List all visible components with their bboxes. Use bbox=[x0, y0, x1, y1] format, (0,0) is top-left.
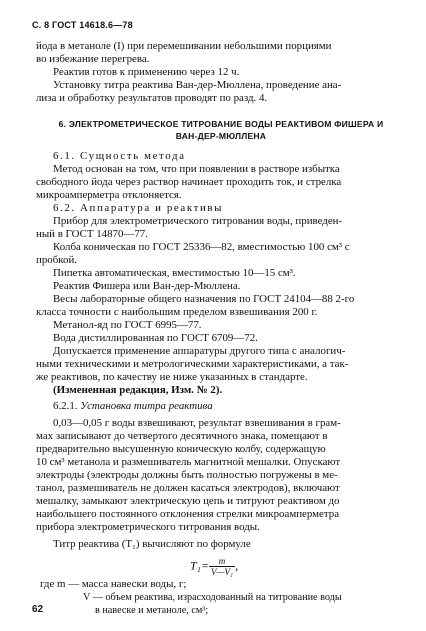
text-line: Колба коническая по ГОСТ 25336—82, вместимостью 100 см³ с bbox=[53, 241, 350, 253]
text-line: наибольшего постоянного отклонения стрелки микроамперметра bbox=[36, 508, 340, 520]
text-line: Реактив Фишера или Ван-дер-Мюллена. bbox=[53, 280, 241, 292]
section-title: ВАН-ДЕР-МЮЛЛЕНА bbox=[175, 131, 267, 141]
formula-tail: , bbox=[235, 558, 239, 573]
text-line: 0,03—0,05 г воды взвешивают, результат взвешивания в грам- bbox=[53, 417, 341, 429]
text-line: во избежание перегрева. bbox=[36, 53, 150, 65]
variable-definition: в навеске и метаноле, см³; bbox=[95, 605, 209, 616]
text-line: Допускается применение аппаратуры другого типа с аналогич- bbox=[53, 345, 346, 357]
formula-numerator: m bbox=[209, 556, 235, 567]
text-line: мах записывают до четвертого десятичного знака, помещают в bbox=[36, 430, 328, 442]
page-number: 62 bbox=[32, 604, 44, 615]
subsection-title: 6.1. Сущность метода bbox=[53, 150, 186, 162]
section-title: 6. ЭЛЕКТРОМЕТРИЧЕСКОЕ ТИТРОВАНИЕ ВОДЫ РЕАКТИВОМ ФИШЕРА И bbox=[58, 119, 384, 129]
subsection-heading bbox=[53, 400, 213, 413]
text-line: Метод основан на том, что при появлении в растворе избытка bbox=[53, 163, 340, 175]
text-line: свободного йода через раствор начинает проходить ток, и стрелка bbox=[36, 176, 342, 188]
variable-definition: где m — масса навески воды, г; bbox=[40, 578, 187, 590]
subsection-title: 6.2. Аппаратура и реактивы bbox=[53, 202, 224, 214]
text-line: ными техническими и метрологическими характеристиками, а так- bbox=[36, 358, 349, 370]
text-line: Вода дистиллированная по ГОСТ 6709—72. bbox=[53, 332, 258, 344]
text-line: класса точности с наибольшим пределом взвешивания 200 г. bbox=[36, 306, 318, 318]
text-line: танол, размешиватель не должен касаться электродов), включают bbox=[36, 482, 340, 494]
text-line: Установку титра реактива Ван-дер-Мюллена, проведение ана- bbox=[53, 79, 342, 91]
text-line: прибора электрометрического титрования воды. bbox=[36, 521, 260, 533]
text-line: микроамперметра отклоняется. bbox=[36, 189, 182, 201]
subsection-number: 6.2.1. bbox=[53, 400, 78, 412]
text-line: Реактив готов к применению через 12 ч. bbox=[53, 66, 240, 78]
text-line: мешалку, замыкают электрическую цепь и титруют реактивом до bbox=[36, 495, 340, 507]
text-line: предварительно высушенную коническую колбу, содержащую bbox=[36, 443, 326, 455]
subsection-title: Установка титра реактива bbox=[80, 400, 213, 412]
formula-lhs: T₁= bbox=[190, 558, 209, 573]
text-line: лиза и обработку результатов проводят по разд. 4. bbox=[36, 92, 268, 104]
variable-definition: V — объем реактива, израсходованный на титрование воды bbox=[83, 592, 342, 603]
text-line: йода в метаноле (I) при перемешивании небольшими порциями bbox=[36, 40, 332, 52]
titer-formula bbox=[190, 556, 238, 577]
formula-denominator: V—V₁ bbox=[210, 567, 234, 577]
text-line: ный в ГОСТ 14870—77. bbox=[36, 228, 148, 240]
text-line: Прибор для электрометрического титрования воды, приведен- bbox=[53, 215, 343, 227]
amendment-note: (Измененная редакция, Изм. № 2). bbox=[53, 384, 223, 396]
text-line: Пипетка автоматическая, вместимостью 10—15 см³. bbox=[53, 267, 296, 279]
text-line: 10 см³ метанола и размешиватель магнитной мешалки. Опускают bbox=[36, 456, 341, 468]
text-line: же реактивов, по качеству не ниже указанных в стандарте. bbox=[36, 371, 308, 383]
text-line: пробкой. bbox=[36, 254, 77, 266]
text-line: электроды (электроды должны быть полностью погружены в ме- bbox=[36, 469, 338, 481]
formula-fraction bbox=[209, 556, 235, 577]
text-line: Метанол-яд по ГОСТ 6995—77. bbox=[53, 319, 202, 331]
text-line: Весы лабораторные общего назначения по ГОСТ 24104—88 2-го bbox=[53, 293, 355, 305]
page-header: С. 8 ГОСТ 14618.6—78 bbox=[32, 20, 133, 30]
text-line: Титр реактива (T₁) вычисляют по формуле bbox=[53, 538, 251, 550]
